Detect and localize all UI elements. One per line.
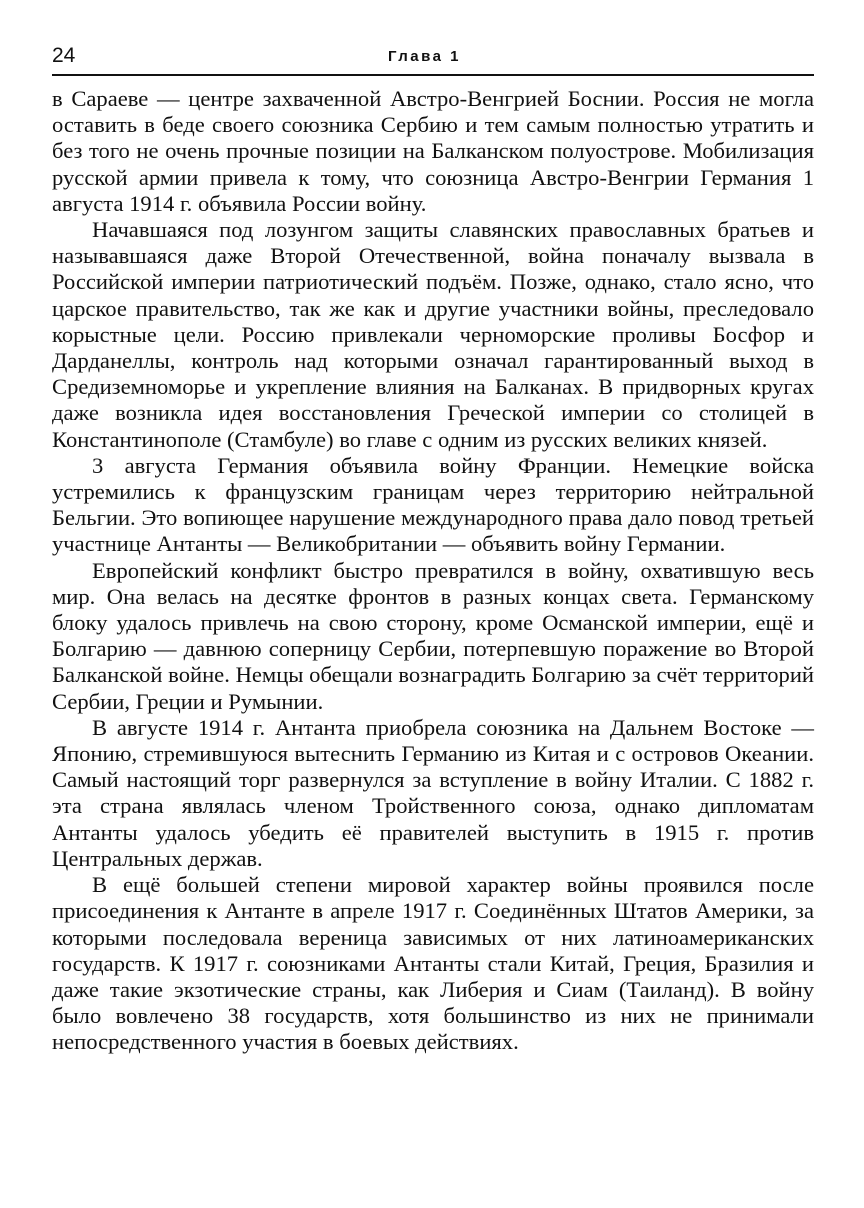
chapter-title: Глава 1 — [388, 48, 462, 65]
running-header — [52, 44, 814, 76]
body-text — [52, 86, 814, 1056]
paragraph-4: Европейский конфликт быстро превратился в войну, охватившую весь мир. Она велась на десятке фронтов в разных концах света. Германскому блоку удалось привлечь на свою сторону, кроме Османской империи, ещё и Болгарию — давнюю соперницу Сербии, потерпевшую поражение во Второй Балканской войне. Немцы обещали вознаградить Болгарию за счёт территорий Сербии, Греции и Румынии. — [52, 557, 814, 714]
paragraph-5: В августе 1914 г. Антанта приобрела союзника на Дальнем Востоке — Японию, стремившуюся вытеснить Германию из Китая и с островов Океании. Самый настоящий торг развернулся за вступление в войну Италии. С 1882 г. эта страна являлась членом Тройственного союза, однако дипломатам Антанты удалось убедить её правителей выступить в 1915 г. против Центральных держав. — [52, 714, 814, 871]
paragraph-1: в Сараеве — центре захваченной Австро-Венгрией Боснии. Россия не могла оставить в беде своего союзника Сербию и тем самым полностью утратить и без того не очень прочные позиции на Балканском полуострове. Мобилизация русской армии привела к тому, что союзница Австро-Венгрии Германия 1 августа 1914 г. объявила России войну. — [52, 86, 814, 216]
paragraph-3: 3 августа Германия объявила войну Франции. Немецкие войска устремились к французским границам через территорию нейтральной Бельгии. Это вопиющее нарушение международного права дало повод третьей участнице Антанты — Великобритании — объявить войну Германии. — [52, 452, 814, 557]
book-page — [52, 44, 814, 1056]
paragraph-6: В ещё большей степени мировой характер войны проявился после присоединения к Антанте в апреле 1917 г. Соединённых Штатов Америки, за которыми последовала вереница зависимых от них латиноамериканских государств. К 1917 г. союзниками Антанты стали Китай, Греция, Бразилия и даже такие экзотические страны, как Либерия и Сиам (Таиланд). В войну было вовлечено 38 государств, хотя большинство из них не принимали непосредственного участия в боевых действиях. — [52, 872, 814, 1055]
paragraph-2: Начавшаяся под лозунгом защиты славянских православных братьев и называвшаяся даже Второй Отечественной, война поначалу вызвала в Российской империи патриотический подъём. Позже, однако, стало ясно, что царское правительство, так же как и другие участники войны, преследовало корыстные цели. Россию привлекали черноморские проливы Босфор и Дарданеллы, контроль над которыми означал гарантированный выход в Средиземноморье и укрепление влияния на Балканах. В придворных кругах даже возникла идея восстановления Греческой империи со столицей в Константинополе (Стамбуле) во главе с одним из русских великих князей. — [52, 217, 814, 452]
page-number: 24 — [52, 44, 76, 67]
